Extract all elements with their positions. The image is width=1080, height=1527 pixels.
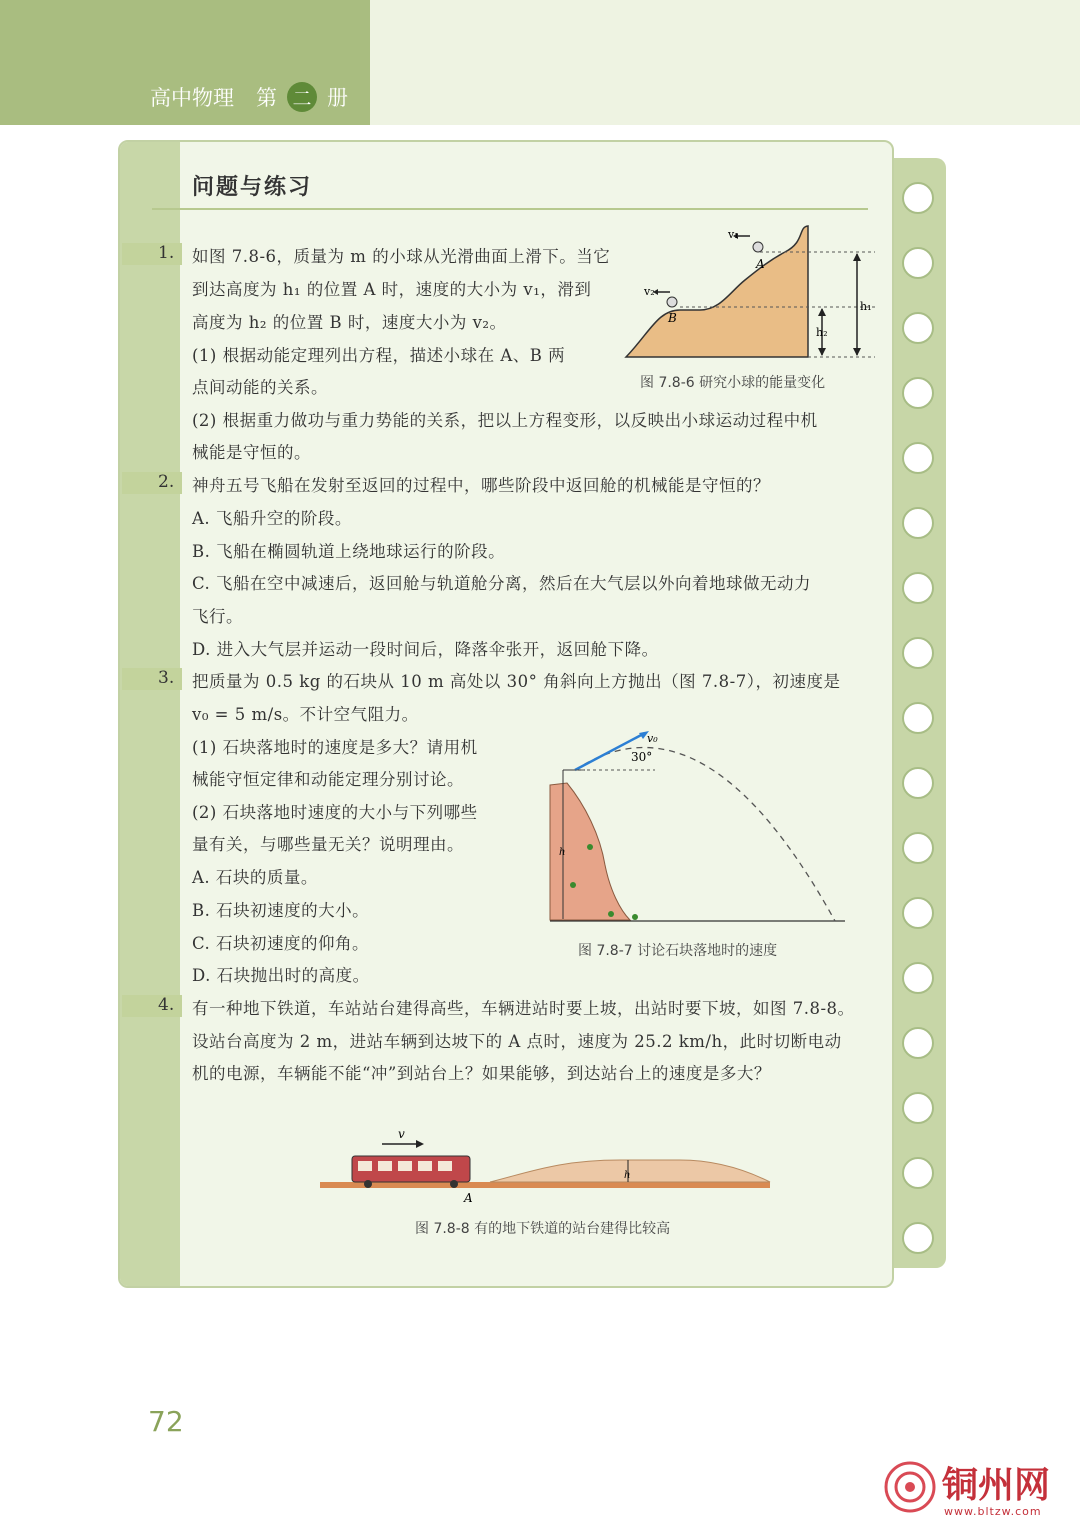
option-text: C. 石块初速度的仰角。 (192, 934, 370, 953)
binder-ring (902, 767, 934, 799)
question-text: 机的电源，车辆能不能“冲”到站台上？如果能够，到达站台上的速度是多大？ (192, 1064, 771, 1083)
binder-ring (902, 1092, 934, 1124)
binder-ring (902, 377, 934, 409)
binder-ring (902, 442, 934, 474)
question-number: 2. (158, 472, 175, 492)
binder-ring (902, 962, 934, 994)
question-number: 1. (158, 243, 175, 263)
train-window (378, 1161, 392, 1171)
option-text: A. 飞船升空的阶段。 (192, 509, 352, 528)
figure-caption: 图 7.8-8 有的地下铁道的站台建得比较高 (415, 1221, 671, 1237)
label-h: h (624, 1170, 631, 1181)
volume-prefix: 第 (256, 86, 277, 110)
figure-caption: 图 7.8-6 研究小球的能量变化 (640, 375, 826, 391)
question-text: 量有关，与哪些量无关？说明理由。 (192, 835, 464, 854)
watermark-name: 铜州网 (942, 1464, 1051, 1506)
volume-suffix: 册 (327, 86, 348, 110)
question-text: (2) 根据重力做功与重力势能的关系，把以上方程变形，以反映出小球运动过程中机 (192, 411, 818, 430)
volume-number: 二 (287, 82, 317, 112)
option-text: C. 飞船在空中减速后，返回舱与轨道舱分离，然后在大气层以外向着地球做无动力 (192, 574, 812, 593)
label-a: A (756, 257, 765, 271)
question-number: 4. (158, 995, 175, 1015)
question-text: (2) 石块落地时速度的大小与下列哪些 (192, 803, 478, 822)
question-text: v₀ = 5 m/s。不计空气阻力。 (192, 705, 419, 724)
cliff-bush (608, 911, 614, 917)
option-text: A. 石块的质量。 (192, 868, 318, 887)
label-a: A (464, 1191, 473, 1205)
question-text: 到达高度为 h₁ 的位置 A 时，速度的大小为 v₁，滑到 (192, 280, 592, 299)
option-text: B. 飞船在椭圆轨道上绕地球运行的阶段。 (192, 542, 506, 561)
header-band (370, 0, 1080, 125)
binder-ring (902, 572, 934, 604)
binder-ring (902, 312, 934, 344)
book-title: 高中物理 (150, 86, 234, 110)
binder-ring (902, 832, 934, 864)
v-arrowhead (416, 1140, 424, 1148)
cliff-bush (587, 844, 593, 850)
ball-at-b (667, 297, 677, 307)
label-v2: v₂ (644, 285, 655, 298)
ball-at-a (753, 242, 763, 252)
label-b: B (668, 311, 677, 325)
figure-7-8-8 (320, 1120, 772, 1210)
binder-ring (902, 182, 934, 214)
figure-7-8-7 (545, 725, 855, 930)
watermark-url: www.bltzw.com (944, 1505, 1042, 1518)
cliff-bush (632, 914, 638, 920)
label-h2: h₂ (816, 326, 828, 339)
option-text: 飞行。 (192, 607, 243, 626)
h2-arrow-top (818, 308, 826, 316)
label-v: v (398, 1127, 405, 1141)
question-text: 点间动能的关系。 (192, 378, 328, 397)
binder-ring (902, 637, 934, 669)
train-window (418, 1161, 432, 1171)
question-text: 如图 7.8-6，质量为 m 的小球从光滑曲面上滑下。当它 (192, 247, 611, 266)
section-title: 问题与练习 (192, 175, 313, 200)
train-wheel (450, 1180, 458, 1188)
title-divider (152, 208, 868, 210)
option-text: D. 进入大气层并运动一段时间后，降落伞张开，返回舱下降。 (192, 640, 659, 659)
train-window (358, 1161, 372, 1171)
question-text: 把质量为 0.5 kg 的石块从 10 m 高处以 30° 角斜向上方抛出（图 7.8-7），初速度是 (192, 672, 841, 691)
page-number: 72 (148, 1405, 184, 1438)
binder-ring (902, 1157, 934, 1189)
binder-ring (902, 247, 934, 279)
binder-rings (900, 170, 940, 1270)
h1-arrow-bottom (853, 348, 861, 356)
label-h: h (559, 847, 566, 858)
card-left-stripe (120, 142, 180, 1286)
question-text: 械能是守恒的。 (192, 443, 311, 462)
binder-ring (902, 897, 934, 929)
question-text: 高度为 h₂ 的位置 B 时，速度大小为 v₂。 (192, 313, 507, 332)
figure-7-8-6 (620, 222, 885, 367)
h1-arrow-top (853, 253, 861, 261)
label-v1: v₁ (728, 228, 739, 241)
question-text: 有一种地下铁道，车站站台建得高些，车辆进站时要上坡，出站时要下坡，如图 7.8-8。 (192, 999, 855, 1018)
binder-ring (902, 1222, 934, 1254)
label-angle: 30° (631, 750, 653, 764)
train-window (438, 1161, 452, 1171)
train-window (398, 1161, 412, 1171)
option-text: B. 石块初速度的大小。 (192, 901, 370, 920)
train-wheel (364, 1180, 372, 1188)
watermark-logo-icon (880, 1457, 940, 1517)
question-text: 神舟五号飞船在发射至返回的过程中，哪些阶段中返回舱的机械能是守恒的？ (192, 476, 770, 495)
figure-caption: 图 7.8-7 讨论石块落地时的速度 (578, 943, 778, 959)
book-header (150, 82, 348, 112)
track-bed (320, 1182, 770, 1188)
binder-ring (902, 702, 934, 734)
question-text: 械能守恒定律和动能定理分别讨论。 (192, 770, 464, 789)
h2-arrow-bottom (818, 348, 826, 356)
question-number: 3. (158, 668, 175, 688)
question-text: (1) 根据动能定理列出方程，描述小球在 A、B 两 (192, 346, 566, 365)
binder-ring (902, 507, 934, 539)
label-h1: h₁ (860, 300, 872, 313)
binder-ring (902, 1027, 934, 1059)
cliff-bush (570, 882, 576, 888)
question-text: 设站台高度为 2 m，进站车辆到达坡下的 A 点时，速度为 25.2 km/h，此时切断电动 (192, 1032, 842, 1051)
option-text: D. 石块抛出时的高度。 (192, 966, 370, 985)
watermark (880, 1455, 1070, 1525)
label-v0: v₀ (647, 732, 658, 745)
question-text: (1) 石块落地时的速度是多大？请用机 (192, 738, 478, 757)
